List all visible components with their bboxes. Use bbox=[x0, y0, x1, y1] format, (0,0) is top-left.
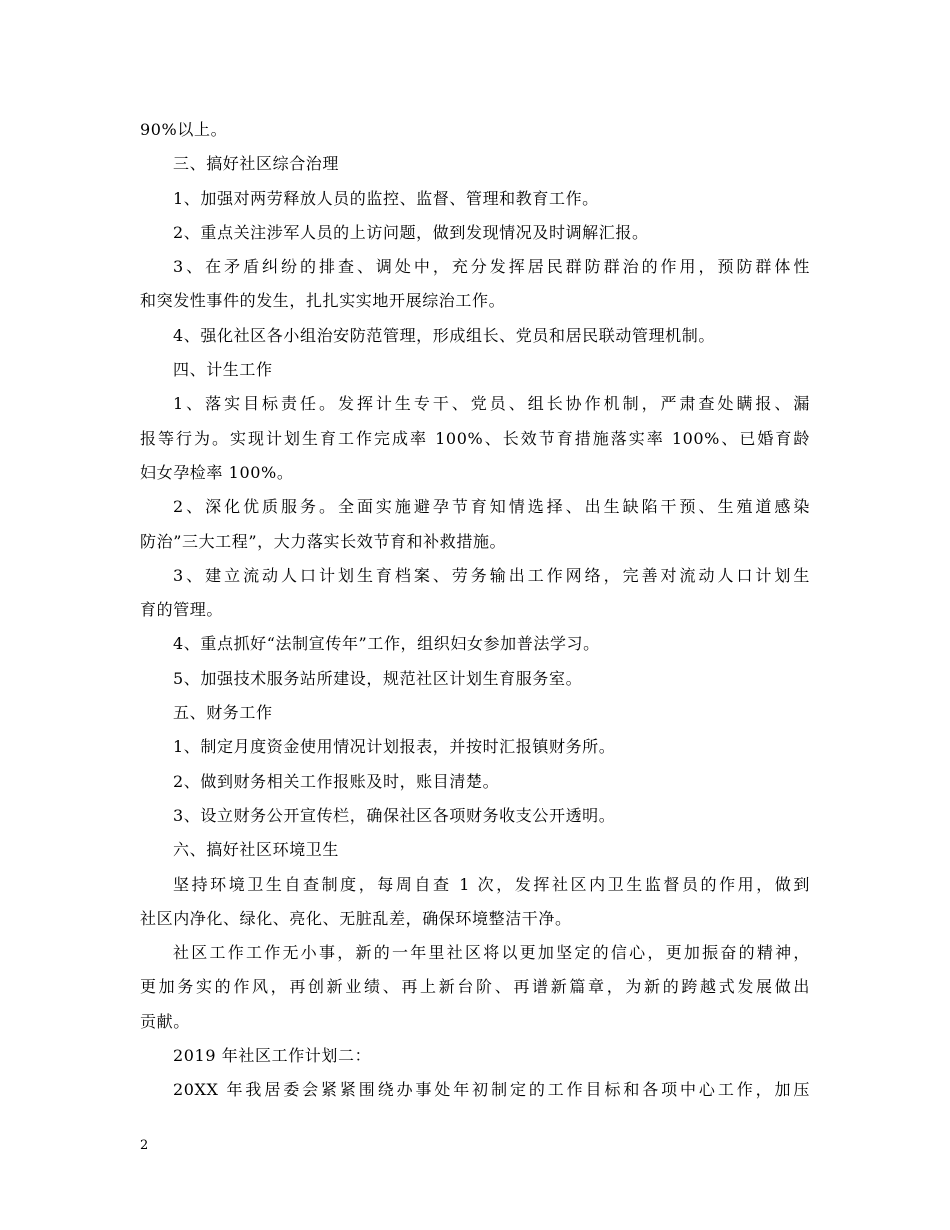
text-line: 20XX 年我居委会紧紧围绕办事处年初制定的工作目标和各项中心工作，加压 bbox=[173, 1080, 810, 1100]
text-line: 2、深化优质服务。全面实施避孕节育知情选择、出生缺陷干预、生殖道感染 bbox=[173, 497, 810, 517]
page-number: 2 bbox=[140, 1138, 149, 1153]
text-line: 3、建立流动人口计划生育档案、劳务输出工作网络，完善对流动人口计划生 bbox=[173, 565, 810, 585]
text-line: 五、财务工作 bbox=[173, 703, 273, 723]
text-line: 1、加强对两劳释放人员的监控、监督、管理和教育工作。 bbox=[173, 188, 599, 208]
text-line: 育的管理。 bbox=[140, 600, 224, 620]
text-line: 2、重点关注涉军人员的上访问题，做到发现情况及时调解汇报。 bbox=[173, 222, 649, 242]
document-body bbox=[140, 113, 810, 1108]
text-line: 报等行为。实现计划生育工作完成率 100%、长效节育措施落实率 100%、已婚育龄 bbox=[140, 428, 810, 448]
text-line: 坚持环境卫生自查制度，每周自查 1 次，发挥社区内卫生监督员的作用，做到 bbox=[173, 874, 810, 894]
text-line: 六、搞好社区环境卫生 bbox=[173, 840, 340, 860]
text-line: 三、搞好社区综合治理 bbox=[173, 154, 340, 174]
text-line: 1、落实目标责任。发挥计生专干、党员、组长协作机制，严肃查处瞒报、漏 bbox=[173, 394, 810, 414]
text-line: 贡献。 bbox=[140, 1011, 190, 1031]
text-line: 四、计生工作 bbox=[173, 360, 273, 380]
text-line: 3、在矛盾纠纷的排查、调处中，充分发挥居民群防群治的作用，预防群体性 bbox=[173, 257, 810, 277]
text-line: 4、重点抓好“法制宣传年”工作，组织妇女参加普法学习。 bbox=[173, 634, 600, 654]
text-line: 3、设立财务公开宣传栏，确保社区各项财务收支公开透明。 bbox=[173, 805, 616, 825]
text-line: 和突发性事件的发生，扎扎实实地开展综治工作。 bbox=[140, 291, 506, 311]
text-line: 社区内净化、绿化、亮化、无脏乱差，确保环境整洁干净。 bbox=[140, 908, 572, 928]
text-line: 更加务实的作风，再创新业绩、再上新台阶、再谱新篇章，为新的跨越式发展做出 bbox=[140, 977, 810, 997]
text-line: 2019 年社区工作计划二： bbox=[173, 1046, 372, 1066]
text-line: 90%以上。 bbox=[140, 120, 228, 139]
text-line: 1、制定月度资金使用情况计划报表，并按时汇报镇财务所。 bbox=[173, 737, 616, 757]
text-line: 5、加强技术服务站所建设，规范社区计划生育服务室。 bbox=[173, 668, 583, 688]
text-line: 妇女孕检率 100%。 bbox=[140, 462, 294, 482]
text-line: 社区工作工作无小事，新的一年里社区将以更加坚定的信心，更加振奋的精神， bbox=[173, 943, 810, 963]
text-line: 2、做到财务相关工作报账及时，账目清楚。 bbox=[173, 771, 500, 791]
text-line: 防治”三大工程”，大力落实长效节育和补救措施。 bbox=[140, 531, 507, 551]
text-line: 4、强化社区各小组治安防范管理，形成组长、党员和居民联动管理机制。 bbox=[173, 325, 715, 345]
